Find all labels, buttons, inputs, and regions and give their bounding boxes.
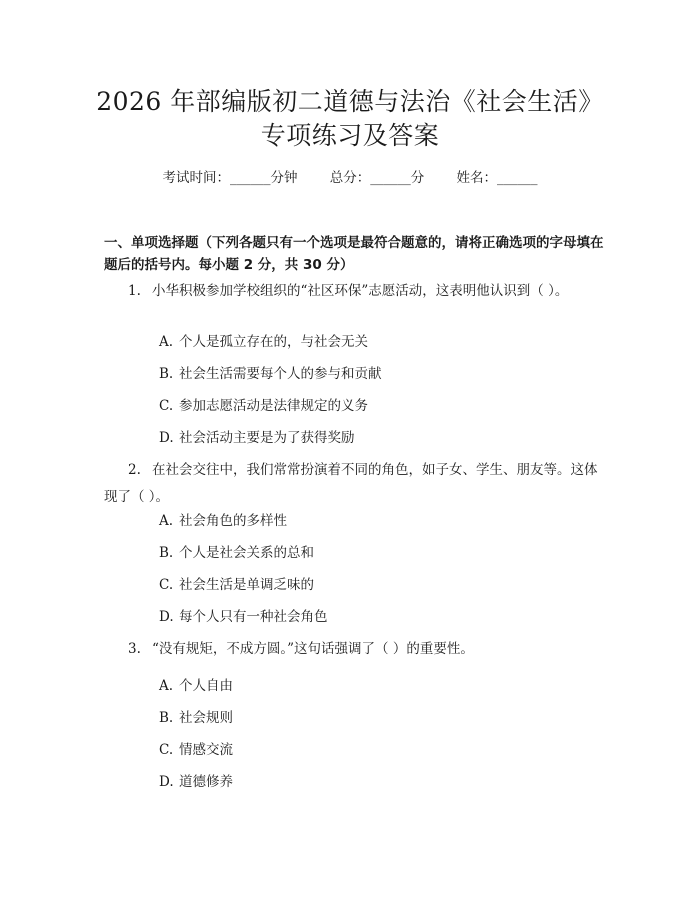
option-letter: D. xyxy=(159,609,174,625)
question-number: 3. xyxy=(128,641,141,657)
option-text: 社会生活需要每个人的参与和贡献 xyxy=(179,366,382,382)
option-letter: B. xyxy=(159,366,174,382)
total-score-field: 总分：______分 xyxy=(329,170,425,186)
question-3-option-a xyxy=(159,676,233,696)
option-text: 社会生活是单调乏味的 xyxy=(179,577,314,593)
question-2-option-b xyxy=(159,543,314,563)
option-text: 参加志愿活动是法律规定的义务 xyxy=(179,398,368,414)
document-title-line2: 专项练习及答案 xyxy=(260,121,440,150)
option-text: 社会规则 xyxy=(179,710,233,726)
question-number: 2. xyxy=(128,462,141,478)
student-name-field: 姓名：______ xyxy=(456,170,538,186)
option-letter: C. xyxy=(159,398,174,414)
question-1-option-a xyxy=(159,332,368,352)
question-2 xyxy=(104,457,604,511)
question-3-option-b xyxy=(159,708,233,728)
question-1 xyxy=(104,278,604,305)
question-3-option-c xyxy=(159,740,233,760)
option-text: 道德修养 xyxy=(179,774,233,790)
option-text: 社会活动主要是为了获得奖励 xyxy=(179,430,355,446)
question-text: 在社会交往中，我们常常扮演着不同的角色，如子女、学生、朋友等。这体现了（ ）。 xyxy=(104,462,598,505)
option-text: 情感交流 xyxy=(179,742,233,758)
section-heading: 一、单项选择题（下列各题只有一个选项是最符合题意的，请将正确选项的字母填在题后的括号内。每小题 2 分，共 30 分） xyxy=(104,235,604,273)
option-letter: C. xyxy=(159,577,174,593)
question-2-option-c xyxy=(159,575,314,595)
option-letter: D. xyxy=(159,430,174,446)
question-text: “没有规矩，不成方圆。”这句话强调了（ ）的重要性。 xyxy=(152,641,474,657)
option-letter: B. xyxy=(159,710,174,726)
question-2-option-a xyxy=(159,511,287,531)
question-1-option-c xyxy=(159,396,368,416)
question-2-option-d xyxy=(159,607,328,627)
question-number: 1. xyxy=(128,283,141,299)
option-letter: C. xyxy=(159,742,174,758)
option-letter: D. xyxy=(159,774,174,790)
exam-meta xyxy=(0,168,700,188)
option-letter: B. xyxy=(159,545,174,561)
document-title-line1: 2026 年部编版初二道德与法治《社会生活》 xyxy=(96,87,604,116)
option-text: 个人自由 xyxy=(179,678,233,694)
question-3-option-d xyxy=(159,772,233,792)
question-text: 小华积极参加学校组织的“社区环保”志愿活动，这表明他认识到（ ）。 xyxy=(152,283,569,299)
option-letter: A. xyxy=(159,334,174,350)
question-3 xyxy=(104,636,604,663)
option-text: 每个人只有一种社会角色 xyxy=(179,609,328,625)
question-1-option-b xyxy=(159,364,382,384)
exam-time-field: 考试时间：______分钟 xyxy=(162,170,298,186)
option-text: 社会角色的多样性 xyxy=(179,513,287,529)
option-text: 个人是社会关系的总和 xyxy=(179,545,314,561)
option-letter: A. xyxy=(159,678,174,694)
option-text: 个人是孤立存在的，与社会无关 xyxy=(179,334,368,350)
option-letter: A. xyxy=(159,513,174,529)
question-1-option-d xyxy=(159,428,355,448)
